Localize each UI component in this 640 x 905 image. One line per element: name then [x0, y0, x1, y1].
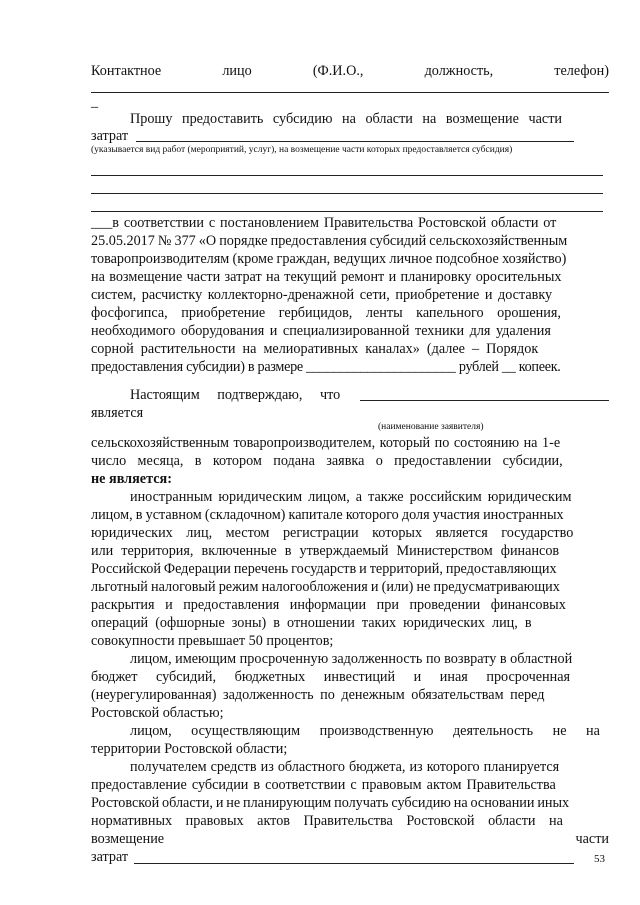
costs-hint: (указывается вид работ (мероприятий, услуг), на возмещение части которых предоставляется субсидия) — [91, 145, 513, 155]
item-text-line — [91, 830, 609, 848]
item-text: части — [575, 831, 609, 847]
costs-label: затрат — [91, 849, 129, 865]
request-text: необходимого оборудования и специализированной техники для удаления — [91, 323, 551, 339]
costs-fill-line — [136, 141, 574, 142]
request-text: сорной растительности на мелиоративных каналах» (далее – Порядок — [91, 341, 539, 357]
contact-dash: _ — [91, 94, 99, 110]
confirm-text: является — [91, 405, 144, 421]
request-text: товаропроизводителям (кроме граждан, ведущих личное подсобное хозяйство) — [91, 251, 567, 267]
item-text: лицом, осуществляющим производственную деятельность не на — [130, 723, 600, 739]
item-text: предоставление субсидии в соответствии с правовым актом Правительства — [91, 777, 556, 793]
request-text: в соответствии с постановлением Правительства Ростовской области от — [112, 215, 557, 231]
item-text: Ростовской областью; — [91, 705, 224, 721]
fill-line — [91, 193, 603, 194]
request-body — [91, 214, 609, 232]
contact-word: (Ф.И.О., — [312, 63, 364, 79]
request-text: Прошу предоставить субсидию на области на возмещение части — [130, 111, 563, 127]
fill-line — [91, 175, 603, 176]
confirm-text: Настоящим подтверждаю, что — [130, 387, 341, 403]
item-text: бюджет субсидий, бюджетных инвестиций и иная просроченная — [91, 669, 571, 685]
contact-line — [91, 62, 609, 80]
confirm-text: число месяца, в котором подана заявка о предоставлении субсидии, — [91, 453, 563, 469]
item-text: лицом, имеющим просроченную задолженность по возврату в областной — [130, 651, 573, 667]
page-number: 53 — [594, 853, 605, 865]
item-text: иностранным юридическим лицом, а также российским юридическим — [130, 489, 572, 505]
item-text: юридических лиц, местом регистрации которых является государство — [91, 525, 574, 541]
item-text: (неурегулированная) задолженность по денежным обязательствам перед — [91, 687, 545, 703]
costs-fill-line — [134, 863, 574, 864]
not-is-heading-text: не является: — [91, 471, 172, 487]
costs-label: затрат — [91, 128, 129, 144]
request-amount: предоставления субсидии) в размере ______________________ рублей __ копеек. — [91, 359, 561, 375]
item-text: операций (офшорные зоны) в отношении таких юридических лиц, в — [91, 615, 532, 631]
contact-word: телефон) — [554, 63, 609, 79]
item-text: лицом, в уставном (складочном) капитале которого доля участия иностранных — [91, 507, 564, 523]
applicant-fill-line — [360, 400, 609, 401]
request-line — [130, 110, 609, 128]
item-text: Российской Федерации перечень государств и территорий, предоставляющих — [91, 561, 557, 577]
item-text: нормативных правовых актов Правительства Ростовской области на — [91, 813, 563, 829]
contact-word: лицо — [222, 63, 252, 79]
item-text: Ростовской области, и не планирующим получать субсидию на основании иных — [91, 795, 570, 811]
item-text: территории Ростовской области; — [91, 741, 288, 757]
contact-word: Контактное — [91, 63, 162, 79]
request-text: 25.05.2017 № 377 «О порядке предоставления субсидий сельскохозяйственным — [91, 233, 568, 249]
request-text: на возмещение части затрат на текущий ремонт и планировку оросительных — [91, 269, 562, 285]
request-text: систем, расчистку коллекторно-дренажной сети, приобретение и доставку — [91, 287, 553, 303]
contact-word: должность, — [424, 63, 494, 79]
request-prefix: ___ — [91, 215, 113, 231]
item-text: раскрытия и предоставления информации при проведении финансовых — [91, 597, 566, 613]
item-text: или территория, включенные в утверждаемый Министерством финансов — [91, 543, 560, 559]
item-text: получателем средств из областного бюджета, из которого планируется — [130, 759, 560, 775]
confirm-text: сельскохозяйственным товаропроизводителем, который по состоянию на 1-е — [91, 435, 561, 451]
applicant-hint: (наименование заявителя) — [378, 422, 484, 432]
item-text: совокупности превышает 50 процентов; — [91, 633, 334, 649]
not-is-heading — [91, 470, 609, 488]
item-text: льготный налоговый режим налогообложения и (или) не предусматривающих — [91, 579, 560, 595]
fill-line — [91, 211, 603, 212]
request-text: фосфогипса, приобретение гербицидов, ленты капельного орошения, — [91, 305, 561, 321]
item-text: возмещение — [91, 831, 165, 847]
